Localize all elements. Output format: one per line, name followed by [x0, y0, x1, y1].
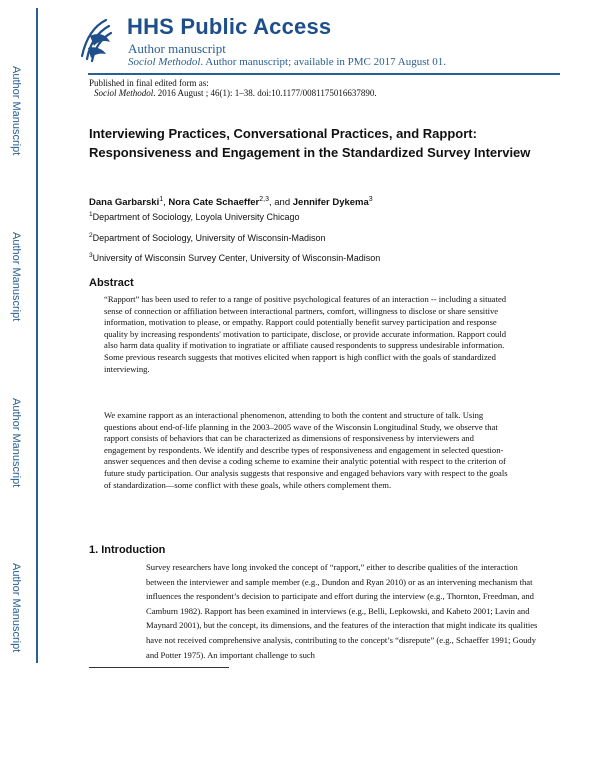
availability-line: [128, 56, 446, 68]
author-name: Dana Garbarski: [89, 197, 160, 209]
introduction-heading: 1. Introduction: [89, 544, 166, 556]
affiliation-superscript: 2: [89, 232, 93, 239]
sidebar-divider: [36, 8, 38, 663]
author-manuscript-subtitle: Author manuscript: [128, 41, 226, 56]
affiliation: [89, 252, 380, 263]
abstract-heading: Abstract: [89, 277, 134, 289]
availability-text: . Author manuscript; available in PMC 2017 August 01.: [200, 56, 447, 68]
citation-line: [94, 88, 377, 98]
author-name: Nora Cate Schaeffer: [168, 197, 260, 209]
citation-journal: Sociol Methodol: [94, 88, 154, 98]
author-separator: ,: [163, 197, 169, 209]
journal-name: Sociol Methodol: [128, 56, 201, 68]
author-separator: , and: [268, 197, 293, 209]
header-divider: [88, 73, 560, 75]
author-superscript: 2,3: [259, 196, 269, 203]
affiliation-text: Department of Sociology, Loyola University Chicago: [92, 212, 300, 222]
hhs-eagle-logo-icon: [76, 16, 114, 66]
introduction-paragraph: Survey researchers have long invoked the concept of “rapport,” either to describe qualities of the interaction between the interviewer and sample member (e.g., Dundon and Ryan 2010) or as an intervening mechanism that influences the respondent’s decision to participate and effort during the interview (e.g., Thornton, Freedman, and Camburn 1982). Rapport has been examined in interviews (e.g., Belli, Lepkowski, and Kabeto 2001; Lavin and Maynard 2001), but the concept, its dimensions, and the features of the interaction that might indicate its qualities have not received comprehensive analysis, contributing to the concept’s “disrepute” (e.g., Schaeffer 1991; Goudy and Potter 1975). An important challenge to such: [146, 562, 538, 660]
affiliation-superscript: 3: [89, 252, 93, 259]
affiliation-text: Department of Sociology, University of Wisconsin-Madison: [92, 233, 326, 243]
author-list: [89, 196, 373, 208]
affiliation-superscript: 1: [89, 211, 93, 218]
author-superscript: 3: [368, 196, 373, 203]
abstract-paragraph: We examine rapport as an interactional phenomenon, attending to both the content and structure of talk. Using questions about end-of-life planning in the 2003–2005 wave of the Wisconsin Longitudinal Study, we observe that rapport consists of behaviors that can be characterized as dimensions of responsiveness by interviewers and engagement by respondents. We identify and describe types of responsiveness and engagement in selected question-answer sequences and then devise a coding scheme to examine their analytic potential with respect to the criterion of future study participation. Our analysis suggests that responsive and engaged behaviors vary with respect to the goals of standardization—some conflict with these goals, while others complement them.: [104, 410, 508, 490]
published-in-label: Published in final edited form as:: [89, 78, 209, 88]
affiliation: [89, 232, 326, 243]
article-title: Interviewing Practices, Conversational Practices, and Rapport: Responsiveness and Engagement in the Standardized Survey Interview: [89, 126, 531, 160]
hhs-public-access-title: HHS Public Access: [127, 14, 332, 39]
affiliation-text: University of Wisconsin Survey Center, University of Wisconsin-Madison: [92, 253, 381, 263]
abstract-paragraph: “Rapport” has been used to refer to a range of positive psychological features of an interaction -- including a situated sense of connection or affiliation between interactional partners, comfort, willingness to disclose or share sensitive information, motivation to please, or empathy. Rapport could potentially benefit survey participation and response quality by increasing respondents' motivation to participate, disclose, or provide accurate information. Rapport could also harm data quality if motivation to ingratiate or affiliate caused respondents to suppress undesirable information. Some previous research suggests that motives elicited when rapport is high conflict with the goals of standardized interviewing.: [104, 294, 507, 374]
footnote-rule: [89, 667, 229, 668]
author-name: Jennifer Dykema: [292, 197, 369, 209]
author-superscript: 1: [159, 196, 164, 203]
affiliation: [89, 211, 300, 222]
citation-details: . 2016 August ; 46(1): 1–38. doi:10.1177/0081175016637890.: [153, 88, 377, 98]
